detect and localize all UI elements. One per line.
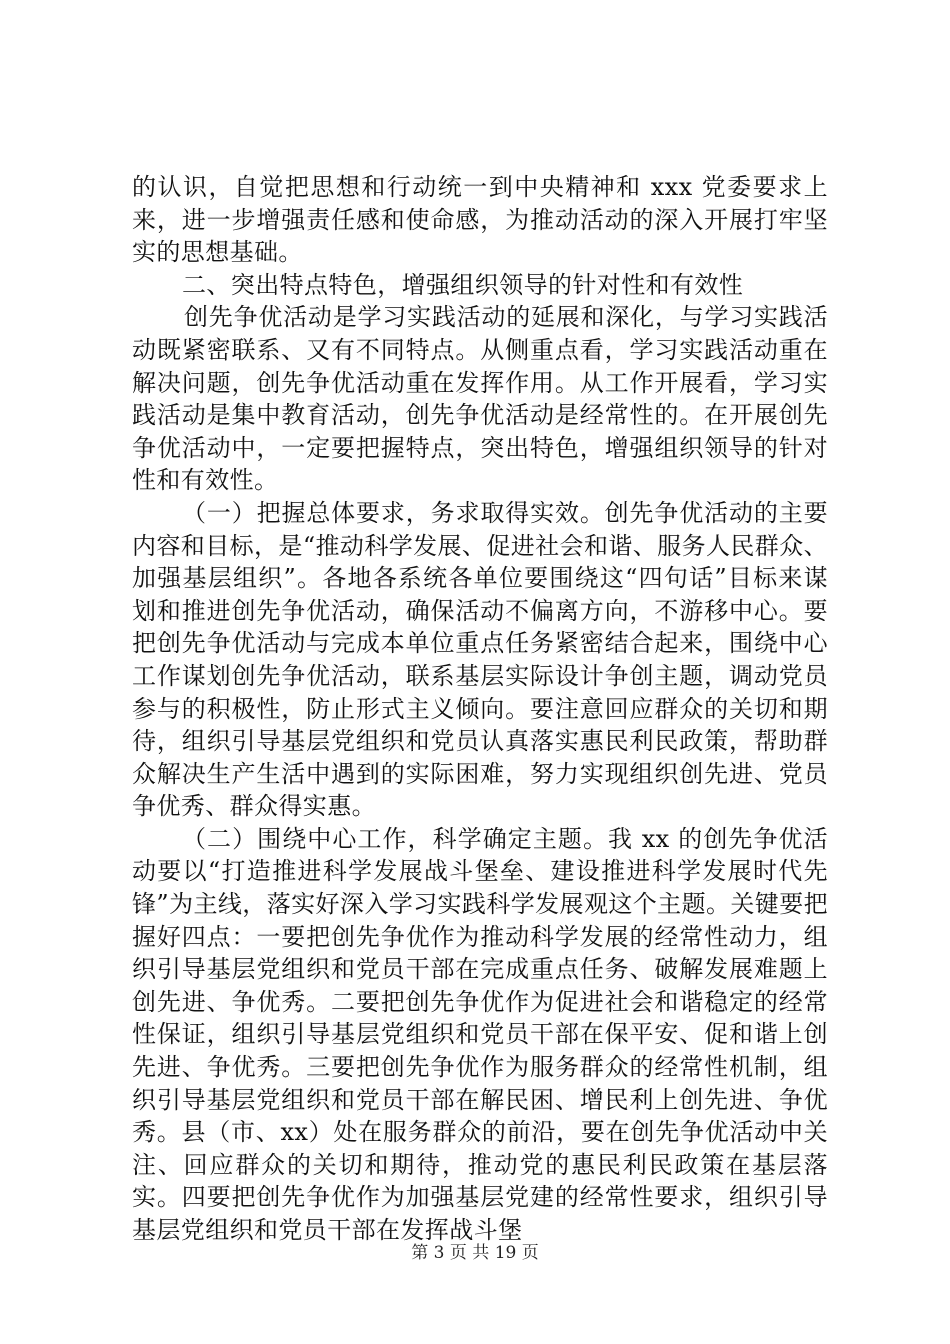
page-number-label: 第 3 页 共 19 页 (411, 1243, 539, 1263)
page-footer (0, 1242, 950, 1264)
paragraph-intro: 创先争优活动是学习实践活动的延展和深化，与学习实践活动既紧密联系、又有不同特点。从侧重点看，学习实践活动重在解决问题，创先争优活动重在发挥作用。从工作开展看，学习实践活动是集中教育活动，创先争优活动是经常性的。在开展创先争优活动中，一定要把握特点，突出特色，增强组织领导的针对性和有效性。 (132, 303, 828, 495)
paragraph-continuation: 的认识，自觉把思想和行动统一到中央精神和 xxx 党委要求上来，进一步增强责任感和使命感，为推动活动的深入开展打牢坚实的思想基础。 (132, 173, 828, 267)
section-heading: 二、突出特点特色，增强组织领导的针对性和有效性 (182, 270, 744, 299)
paragraph-item-two: （二）围绕中心工作，科学确定主题。我 xx 的创先争优活动要以“打造推进科学发展战斗堡垒、建设推进科学发展时代先锋”为主线，落实好深入学习实践科学发展观这个主题。关键要把握好四点：一要把创先争优作为推动科学发展的经常性动力，组织引导基层党组织和党员干部在完成重点任务、破解发展难题上创先进、争优秀。二要把创先争优作为促进社会和谐稳定的经常性保证，组织引导基层党组织和党员干部在保平安、促和谐上创先进、争优秀。三要把创先争优作为服务群众的经常性机制，组织引导基层党组织和党员干部在解民困、增民利上创先进、争优秀。县（市、xx）处在服务群众的前沿，要在创先争优活动中关注、回应群众的关切和期待，推动党的惠民利民政策在基层落实。四要把创先争优作为加强基层党建的经常性要求，组织引导基层党组织和党员干部在发挥战斗堡 (132, 824, 828, 1244)
document-body (132, 171, 828, 1247)
paragraph-item-one: （一）把握总体要求，务求取得实效。创先争优活动的主要内容和目标，是“推动科学发展、促进社会和谐、服务人民群众、加强基层组织”。各地各系统各单位要围绕这“四句话”目标来谋划和推进创先争优活动，确保活动不偏离方向，不游移中心。要把创先争优活动与完成本单位重点任务紧密结合起来，围绕中心工作谋划创先争优活动，联系基层实际设计争创主题，调动党员参与的积极性，防止形式主义倾向。要注意回应群众的关切和期待，组织引导基层党组织和党员认真落实惠民利民政策，帮助群众解决生产生活中遇到的实际困难，努力实现组织创先进、党员争优秀、群众得实惠。 (132, 498, 828, 821)
